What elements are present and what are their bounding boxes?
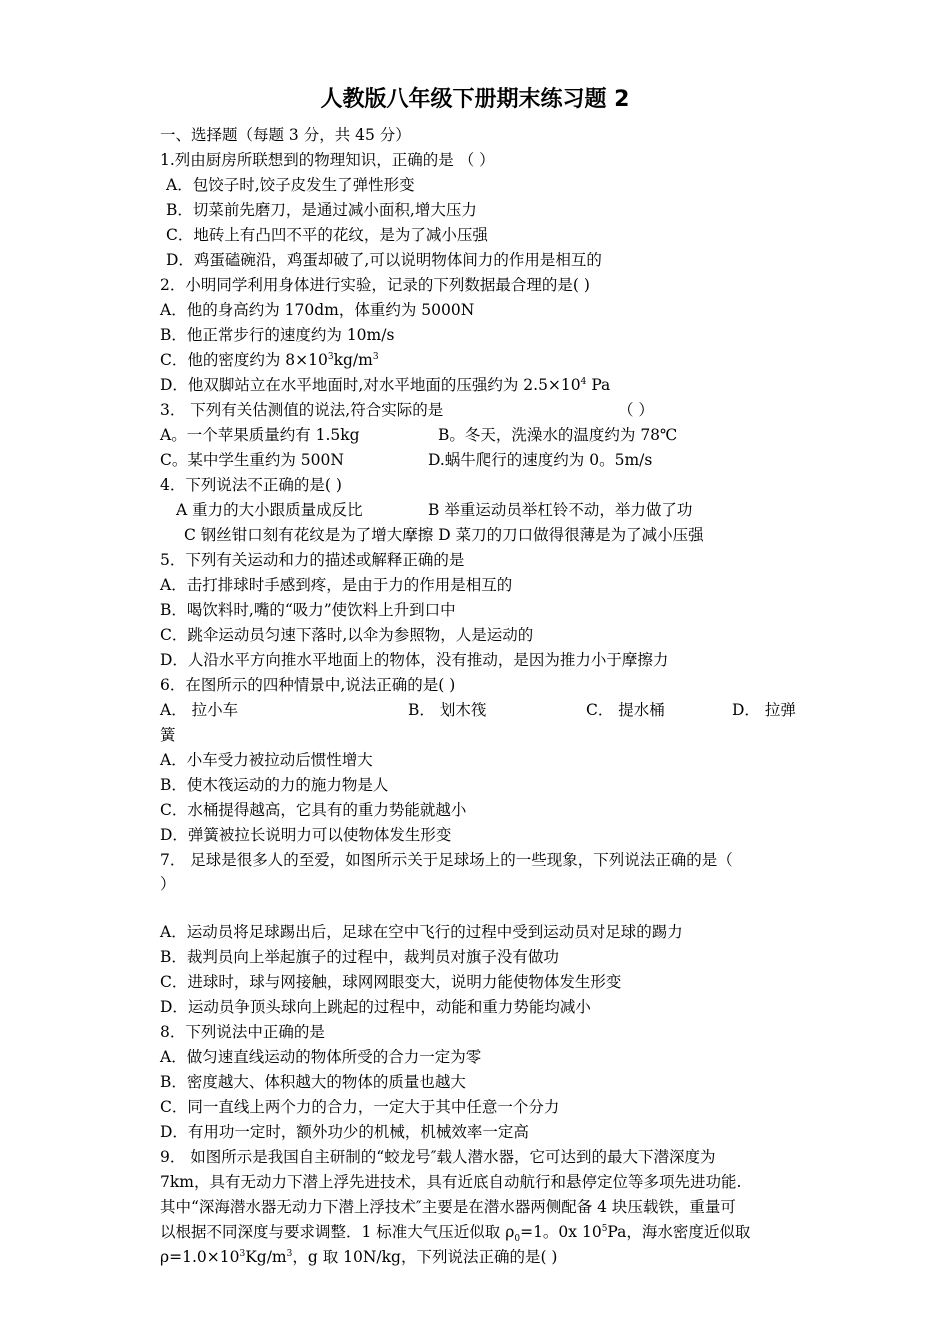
q6-figure-label-d-cont: 簧 [160,726,176,744]
q3-answer-paren: （ ） [618,401,654,419]
q4-option-cd: C 钢丝钳口刻有花纹是为了增大摩擦 D 菜刀的刀口做得很薄是为了减小压强 [184,526,704,544]
q1-stem: 1.列由厨房所联想到的物理知识，正确的是 （ ） [160,151,495,169]
page-title: 人教版八年级下册期末练习题 2 [320,87,630,112]
q9-stem-line5: $\rho=1.0\times 10^3Kg/m^3$，g 取 10N/kg，下列说法正确的是( ) [160,1248,558,1266]
q8-option-d: D．有用功一定时，额外功少的机械，机械效率一定高 [160,1123,529,1141]
q8-stem: 8．下列说法中正确的是 [160,1023,325,1041]
q8-option-c: C．同一直线上两个力的合力，一定大于其中任意一个分力 [160,1098,560,1116]
q2-option-b: B．他正常步行的速度约为 10m/s [160,326,395,344]
q2-option-c: C．他的密度约为 $8\times 10^3kg/m^3$ [160,351,379,369]
q5-option-a: A．击打排球时手感到疼，是由于力的作用是相互的 [160,576,513,594]
q9-stem-line3: 其中“深海潜水器无动力下潜上浮技术″主要是在潜水器两侧配备 4 块压载铁，重量可 [160,1198,736,1216]
q1-option-a: A．包饺子时,饺子皮发生了弹性形变 [166,176,415,194]
q6-option-b: B．使木筏运动的力的施力物是人 [160,776,389,794]
q1-option-b: B．切菜前先磨刀，是通过减小面积,增大压力 [166,201,477,219]
q6-figure-label-b: B． 划木筏 [408,701,487,719]
q8-option-b: B．密度越大、体积越大的物体的质量也越大 [160,1073,466,1091]
q9-stem-line2: 7km，具有无动力下潜上浮先进技术，具有近底自动航行和悬停定位等多项先进功能. [160,1173,742,1191]
q5-stem: 5．下列有关运动和力的描述或解释正确的是 [160,551,465,569]
q3-option-d: D.蜗牛爬行的速度约为 0。5m/s [428,451,653,469]
q7-stem-cont: ） [160,875,176,893]
q9-stem-line1: 9． 如图所示是我国自主研制的“蛟龙号″载人潜水器，它可达到的最大下潜深度为 [160,1148,716,1166]
q6-figure-label-d: D． 拉弹 [732,701,796,719]
q6-option-a: A．小车受力被拉动后惯性增大 [160,751,373,769]
q7-option-c: C．进球时，球与网接触，球网网眼变大，说明力能使物体发生形变 [160,973,622,991]
q5-option-b: B．喝饮料时,嘴的“吸力”使饮料上升到口中 [160,601,456,619]
q3-option-b: B。冬天，洗澡水的温度约为 78℃ [438,426,678,444]
q2-stem: 2．小明同学利用身体进行实验，记录的下列数据最合理的是( ) [160,276,590,294]
q8-option-a: A．做匀速直线运动的物体所受的合力一定为零 [160,1048,482,1066]
q9-stem-line4: 以根据不同深度与要求调整．1 标准大气压近似取 $\rho_0=1$。0x $10^5Pa$，海水密度近似取 [160,1223,751,1245]
q3-stem: 3． 下列有关估测值的说法,符合实际的是 [160,401,444,419]
q6-figure-label-a: A． 拉小车 [160,701,239,719]
q7-option-b: B．裁判员向上举起旗子的过程中，裁判员对旗子没有做功 [160,948,559,966]
q6-option-d: D．弹簧被拉长说明力可以使物体发生形变 [160,826,452,844]
q7-stem: 7． 足球是很多人的至爱，如图所示关于足球场上的一些现象，下列说法正确的是（ [160,851,733,869]
q3-option-c: C。某中学生重约为 500N [160,451,344,469]
q1-option-d: D．鸡蛋磕碗沿，鸡蛋却破了,可以说明物体间力的作用是相互的 [166,251,602,269]
section-heading: 一、选择题（每题 3 分，共 45 分） [160,126,411,144]
q2-option-d: D．他双脚站立在水平地面时,对水平地面的压强约为 $2.5\times 10^4$ Pa [160,376,611,394]
q1-option-c: C．地砖上有凸凹不平的花纹，是为了减小压强 [166,226,488,244]
q5-option-d: D．人沿水平方向推水平地面上的物体，没有推动，是因为推力小于摩擦力 [160,651,669,669]
q5-option-c: C．跳伞运动员匀速下落时,以伞为参照物，人是运动的 [160,626,534,644]
q4-stem: 4．下列说法不正确的是( ) [160,476,342,494]
q4-option-a: A 重力的大小跟质量成反比 [176,501,363,519]
q7-option-a: A．运动员将足球踢出后，足球在空中飞行的过程中受到运动员对足球的踢力 [160,923,683,941]
q6-stem: 6．在图所示的四种情景中,说法正确的是( ) [160,676,456,694]
q6-option-c: C．水桶提得越高，它具有的重力势能就越小 [160,801,467,819]
q3-option-a: A。一个苹果质量约有 1.5kg [160,426,360,444]
q2-option-a: A．他的身高约为 170dm，体重约为 5000N [160,301,475,319]
q4-option-b: B 举重运动员举杠铃不动，举力做了功 [428,501,693,519]
q6-figure-label-c: C． 提水桶 [586,701,665,719]
q7-option-d: D．运动员争顶头球向上跳起的过程中，动能和重力势能均减小 [160,998,591,1016]
